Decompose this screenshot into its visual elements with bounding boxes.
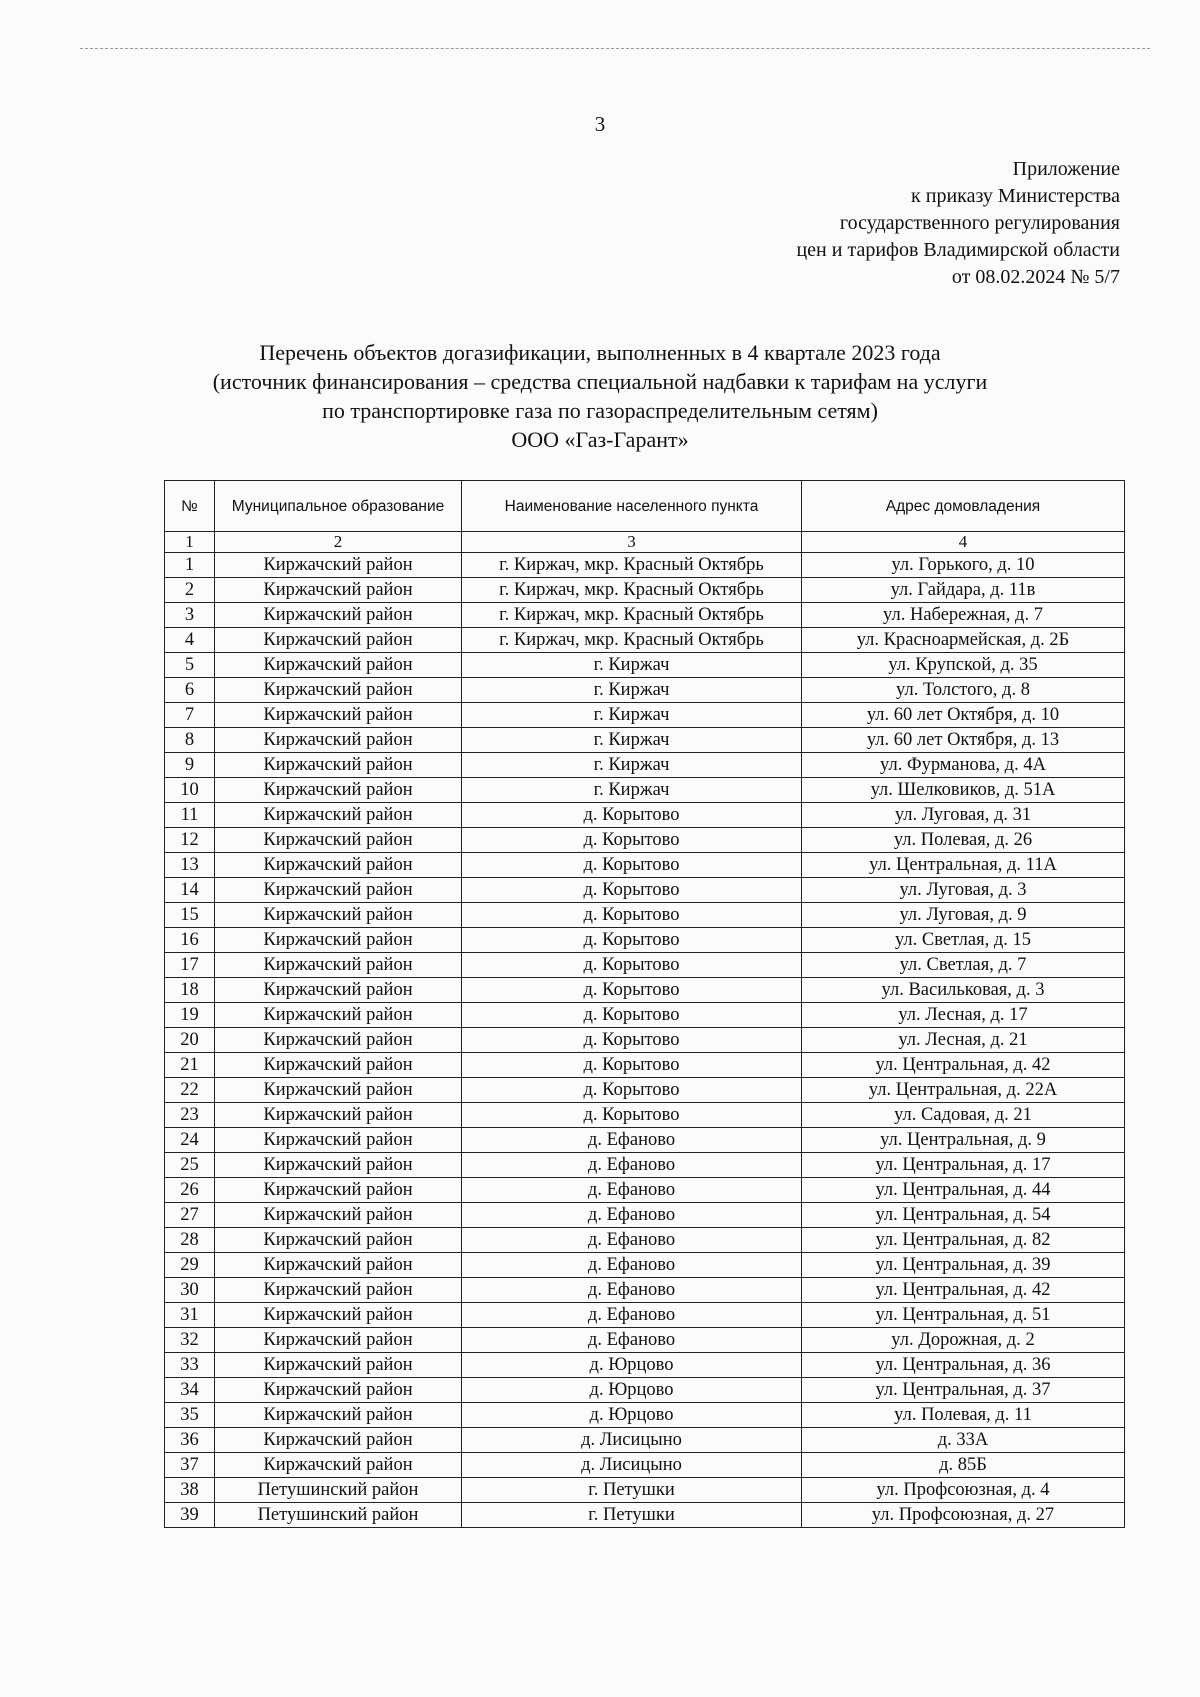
- cell-number: 7: [165, 703, 215, 728]
- cell-address: ул. Набережная, д. 7: [802, 603, 1125, 628]
- cell-address: ул. Профсоюзная, д. 27: [802, 1503, 1125, 1528]
- table-row: [165, 878, 1125, 903]
- table-row: [165, 1453, 1125, 1478]
- cell-number: 11: [165, 803, 215, 828]
- cell-settlement: г. Киржач, мкр. Красный Октябрь: [462, 578, 802, 603]
- cell-number: 27: [165, 1203, 215, 1228]
- cell-municipality: Киржачский район: [215, 703, 462, 728]
- column-number: 1: [165, 532, 215, 553]
- cell-settlement: г. Киржач: [462, 778, 802, 803]
- table-row: [165, 678, 1125, 703]
- cell-municipality: Киржачский район: [215, 1003, 462, 1028]
- table-row: [165, 1478, 1125, 1503]
- header-settlement: Наименование населенного пункта: [462, 481, 802, 532]
- cell-municipality: Киржачский район: [215, 1228, 462, 1253]
- table-header-row: [165, 481, 1125, 532]
- header-number: №: [165, 481, 215, 532]
- cell-address: ул. Васильковая, д. 3: [802, 978, 1125, 1003]
- table-row: [165, 828, 1125, 853]
- cell-address: ул. Светлая, д. 15: [802, 928, 1125, 953]
- cell-address: д. 85Б: [802, 1453, 1125, 1478]
- page-number: 3: [594, 112, 606, 136]
- cell-number: 29: [165, 1253, 215, 1278]
- cell-municipality: Киржачский район: [215, 678, 462, 703]
- cell-settlement: д. Юрцово: [462, 1378, 802, 1403]
- cell-municipality: Киржачский район: [215, 1378, 462, 1403]
- cell-number: 16: [165, 928, 215, 953]
- cell-address: ул. Центральная, д. 82: [802, 1228, 1125, 1253]
- table-row: [165, 1253, 1125, 1278]
- cell-municipality: Киржачский район: [215, 1353, 462, 1378]
- cell-number: 4: [165, 628, 215, 653]
- table-row: [165, 578, 1125, 603]
- cell-number: 18: [165, 978, 215, 1003]
- table-row: [165, 1203, 1125, 1228]
- cell-municipality: Киржачский район: [215, 753, 462, 778]
- cell-municipality: Петушинский район: [215, 1478, 462, 1503]
- cell-address: ул. Центральная, д. 37: [802, 1378, 1125, 1403]
- scan-edge-line: [80, 48, 1150, 49]
- cell-settlement: д. Юрцово: [462, 1403, 802, 1428]
- document-title: [0, 338, 1200, 454]
- cell-settlement: д. Корытово: [462, 828, 802, 853]
- cell-address: ул. Луговая, д. 31: [802, 803, 1125, 828]
- cell-settlement: д. Ефаново: [462, 1153, 802, 1178]
- cell-settlement: д. Ефаново: [462, 1228, 802, 1253]
- cell-address: ул. Толстого, д. 8: [802, 678, 1125, 703]
- cell-address: ул. Центральная, д. 36: [802, 1353, 1125, 1378]
- table-row: [165, 1228, 1125, 1253]
- cell-address: ул. Центральная, д. 42: [802, 1278, 1125, 1303]
- cell-number: 13: [165, 853, 215, 878]
- cell-settlement: д. Корытово: [462, 1078, 802, 1103]
- cell-municipality: Киржачский район: [215, 603, 462, 628]
- cell-municipality: Киржачский район: [215, 778, 462, 803]
- cell-settlement: д. Корытово: [462, 1003, 802, 1028]
- table-row: [165, 1328, 1125, 1353]
- cell-number: 2: [165, 578, 215, 603]
- appendix-line: от 08.02.2024 № 5/7: [951, 266, 1120, 288]
- cell-municipality: Киржачский район: [215, 1078, 462, 1103]
- cell-settlement: д. Корытово: [462, 903, 802, 928]
- cell-address: ул. Полевая, д. 26: [802, 828, 1125, 853]
- cell-settlement: д. Юрцово: [462, 1353, 802, 1378]
- cell-settlement: д. Корытово: [462, 953, 802, 978]
- cell-municipality: Киржачский район: [215, 828, 462, 853]
- cell-number: 12: [165, 828, 215, 853]
- cell-settlement: г. Петушки: [462, 1478, 802, 1503]
- cell-address: ул. Центральная, д. 39: [802, 1253, 1125, 1278]
- table-row: [165, 1003, 1125, 1028]
- cell-municipality: Киржачский район: [215, 653, 462, 678]
- cell-number: 35: [165, 1403, 215, 1428]
- cell-address: ул. Центральная, д. 54: [802, 1203, 1125, 1228]
- cell-number: 6: [165, 678, 215, 703]
- cell-municipality: Киржачский район: [215, 1153, 462, 1178]
- cell-settlement: д. Корытово: [462, 853, 802, 878]
- cell-address: ул. Луговая, д. 9: [802, 903, 1125, 928]
- cell-address: ул. Садовая, д. 21: [802, 1103, 1125, 1128]
- cell-municipality: Киржачский район: [215, 1028, 462, 1053]
- cell-settlement: д. Корытово: [462, 1028, 802, 1053]
- cell-address: ул. Центральная, д. 11А: [802, 853, 1125, 878]
- cell-address: ул. Профсоюзная, д. 4: [802, 1478, 1125, 1503]
- cell-address: ул. Светлая, д. 7: [802, 953, 1125, 978]
- table-row: [165, 628, 1125, 653]
- cell-number: 9: [165, 753, 215, 778]
- cell-number: 38: [165, 1478, 215, 1503]
- table-row: [165, 778, 1125, 803]
- cell-address: ул. Центральная, д. 51: [802, 1303, 1125, 1328]
- table-row: [165, 728, 1125, 753]
- table-row: [165, 1428, 1125, 1453]
- table-column-numbers-row: [165, 532, 1125, 553]
- cell-municipality: Киржачский район: [215, 803, 462, 828]
- cell-address: ул. Крупской, д. 35: [802, 653, 1125, 678]
- cell-municipality: Киржачский район: [215, 1403, 462, 1428]
- cell-address: ул. Центральная, д. 22А: [802, 1078, 1125, 1103]
- table-row: [165, 1353, 1125, 1378]
- cell-number: 21: [165, 1053, 215, 1078]
- cell-municipality: Киржачский район: [215, 1328, 462, 1353]
- cell-address: д. 33А: [802, 1428, 1125, 1453]
- cell-address: ул. Центральная, д. 42: [802, 1053, 1125, 1078]
- table-row: [165, 1128, 1125, 1153]
- cell-municipality: Киржачский район: [215, 1103, 462, 1128]
- column-number: 3: [462, 532, 802, 553]
- table-row: [165, 1153, 1125, 1178]
- title-line: ООО «Газ-Гарант»: [511, 427, 689, 452]
- cell-municipality: Киржачский район: [215, 578, 462, 603]
- table-row: [165, 953, 1125, 978]
- cell-municipality: Киржачский район: [215, 1253, 462, 1278]
- title-line: Перечень объектов догазификации, выполненных в 4 квартале 2023 года: [259, 340, 941, 365]
- cell-settlement: д. Корытово: [462, 978, 802, 1003]
- table-row: [165, 1403, 1125, 1428]
- cell-number: 34: [165, 1378, 215, 1403]
- header-municipality: Муниципальное образование: [215, 481, 462, 532]
- cell-number: 1: [165, 553, 215, 578]
- cell-address: ул. Центральная, д. 17: [802, 1153, 1125, 1178]
- cell-municipality: Киржачский район: [215, 553, 462, 578]
- cell-number: 17: [165, 953, 215, 978]
- cell-number: 8: [165, 728, 215, 753]
- cell-address: ул. Луговая, д. 3: [802, 878, 1125, 903]
- table-row: [165, 1103, 1125, 1128]
- cell-settlement: г. Киржач: [462, 703, 802, 728]
- title-line: (источник финансирования – средства специальной надбавки к тарифам на услуги: [212, 369, 988, 394]
- cell-settlement: д. Лисицыно: [462, 1453, 802, 1478]
- cell-settlement: г. Киржач: [462, 653, 802, 678]
- cell-settlement: г. Киржач: [462, 753, 802, 778]
- cell-address: ул. Гайдара, д. 11в: [802, 578, 1125, 603]
- cell-settlement: д. Корытово: [462, 928, 802, 953]
- cell-settlement: д. Корытово: [462, 1053, 802, 1078]
- cell-municipality: Киржачский район: [215, 728, 462, 753]
- cell-number: 24: [165, 1128, 215, 1153]
- cell-address: ул. Полевая, д. 11: [802, 1403, 1125, 1428]
- table-row: [165, 653, 1125, 678]
- cell-number: 28: [165, 1228, 215, 1253]
- cell-municipality: Киржачский район: [215, 903, 462, 928]
- table-row: [165, 1028, 1125, 1053]
- table-row: [165, 903, 1125, 928]
- cell-settlement: д. Ефаново: [462, 1278, 802, 1303]
- table-body: [165, 553, 1125, 1528]
- cell-municipality: Киржачский район: [215, 853, 462, 878]
- cell-settlement: г. Киржач, мкр. Красный Октябрь: [462, 603, 802, 628]
- cell-municipality: Киржачский район: [215, 928, 462, 953]
- cell-settlement: д. Корытово: [462, 1103, 802, 1128]
- cell-settlement: г. Киржач, мкр. Красный Октябрь: [462, 628, 802, 653]
- cell-settlement: д. Корытово: [462, 878, 802, 903]
- cell-address: ул. Горького, д. 10: [802, 553, 1125, 578]
- cell-number: 20: [165, 1028, 215, 1053]
- table-row: [165, 1053, 1125, 1078]
- cell-settlement: д. Лисицыно: [462, 1428, 802, 1453]
- cell-address: ул. Центральная, д. 9: [802, 1128, 1125, 1153]
- cell-number: 26: [165, 1178, 215, 1203]
- cell-number: 25: [165, 1153, 215, 1178]
- table-row: [165, 1378, 1125, 1403]
- header-address: Адрес домовладения: [802, 481, 1125, 532]
- cell-address: ул. Шелковиков, д. 51А: [802, 778, 1125, 803]
- cell-municipality: Киржачский район: [215, 978, 462, 1003]
- cell-number: 15: [165, 903, 215, 928]
- cell-address: ул. Красноармейская, д. 2Б: [802, 628, 1125, 653]
- appendix-line: Приложение: [1012, 158, 1120, 180]
- cell-address: ул. 60 лет Октября, д. 10: [802, 703, 1125, 728]
- cell-settlement: д. Ефаново: [462, 1178, 802, 1203]
- table-row: [165, 1303, 1125, 1328]
- cell-number: 3: [165, 603, 215, 628]
- column-number: 4: [802, 532, 1125, 553]
- table-row: [165, 978, 1125, 1003]
- cell-number: 22: [165, 1078, 215, 1103]
- cell-settlement: д. Ефаново: [462, 1303, 802, 1328]
- cell-settlement: д. Ефаново: [462, 1128, 802, 1153]
- appendix-line: к приказу Министерства: [911, 185, 1120, 207]
- cell-settlement: г. Киржач: [462, 678, 802, 703]
- appendix-block: [520, 156, 1120, 291]
- cell-number: 33: [165, 1353, 215, 1378]
- cell-number: 10: [165, 778, 215, 803]
- title-line: по транспортировке газа по газораспределительным сетям): [322, 398, 878, 423]
- cell-address: ул. Центральная, д. 44: [802, 1178, 1125, 1203]
- cell-number: 5: [165, 653, 215, 678]
- cell-number: 30: [165, 1278, 215, 1303]
- cell-address: ул. 60 лет Октября, д. 13: [802, 728, 1125, 753]
- table-row: [165, 1278, 1125, 1303]
- cell-municipality: Киржачский район: [215, 1428, 462, 1453]
- table-row: [165, 553, 1125, 578]
- cell-municipality: Киржачский район: [215, 953, 462, 978]
- column-number: 2: [215, 532, 462, 553]
- cell-municipality: Киржачский район: [215, 1453, 462, 1478]
- objects-table: [164, 480, 1125, 1528]
- cell-municipality: Киржачский район: [215, 1128, 462, 1153]
- cell-number: 31: [165, 1303, 215, 1328]
- appendix-line: государственного регулирования: [839, 212, 1120, 234]
- cell-address: ул. Лесная, д. 17: [802, 1003, 1125, 1028]
- table-row: [165, 853, 1125, 878]
- cell-settlement: д. Ефаново: [462, 1203, 802, 1228]
- cell-settlement: г. Петушки: [462, 1503, 802, 1528]
- table-row: [165, 753, 1125, 778]
- cell-number: 37: [165, 1453, 215, 1478]
- cell-municipality: Киржачский район: [215, 1303, 462, 1328]
- cell-municipality: Киржачский район: [215, 628, 462, 653]
- table-row: [165, 1503, 1125, 1528]
- cell-address: ул. Фурманова, д. 4А: [802, 753, 1125, 778]
- cell-address: ул. Лесная, д. 21: [802, 1028, 1125, 1053]
- cell-municipality: Киржачский район: [215, 1053, 462, 1078]
- table-row: [165, 703, 1125, 728]
- cell-number: 19: [165, 1003, 215, 1028]
- appendix-line: цен и тарифов Владимирской области: [796, 239, 1120, 261]
- cell-settlement: д. Ефаново: [462, 1253, 802, 1278]
- table-row: [165, 928, 1125, 953]
- cell-settlement: д. Ефаново: [462, 1328, 802, 1353]
- cell-number: 39: [165, 1503, 215, 1528]
- objects-table-container: [164, 480, 1124, 1528]
- cell-number: 23: [165, 1103, 215, 1128]
- cell-municipality: Киржачский район: [215, 1203, 462, 1228]
- cell-address: ул. Дорожная, д. 2: [802, 1328, 1125, 1353]
- cell-municipality: Петушинский район: [215, 1503, 462, 1528]
- table-row: [165, 803, 1125, 828]
- cell-municipality: Киржачский район: [215, 878, 462, 903]
- cell-municipality: Киржачский район: [215, 1178, 462, 1203]
- cell-municipality: Киржачский район: [215, 1278, 462, 1303]
- table-row: [165, 1078, 1125, 1103]
- table-row: [165, 1178, 1125, 1203]
- cell-settlement: г. Киржач, мкр. Красный Октябрь: [462, 553, 802, 578]
- cell-number: 14: [165, 878, 215, 903]
- cell-number: 36: [165, 1428, 215, 1453]
- cell-number: 32: [165, 1328, 215, 1353]
- cell-settlement: г. Киржач: [462, 728, 802, 753]
- table-row: [165, 603, 1125, 628]
- cell-settlement: д. Корытово: [462, 803, 802, 828]
